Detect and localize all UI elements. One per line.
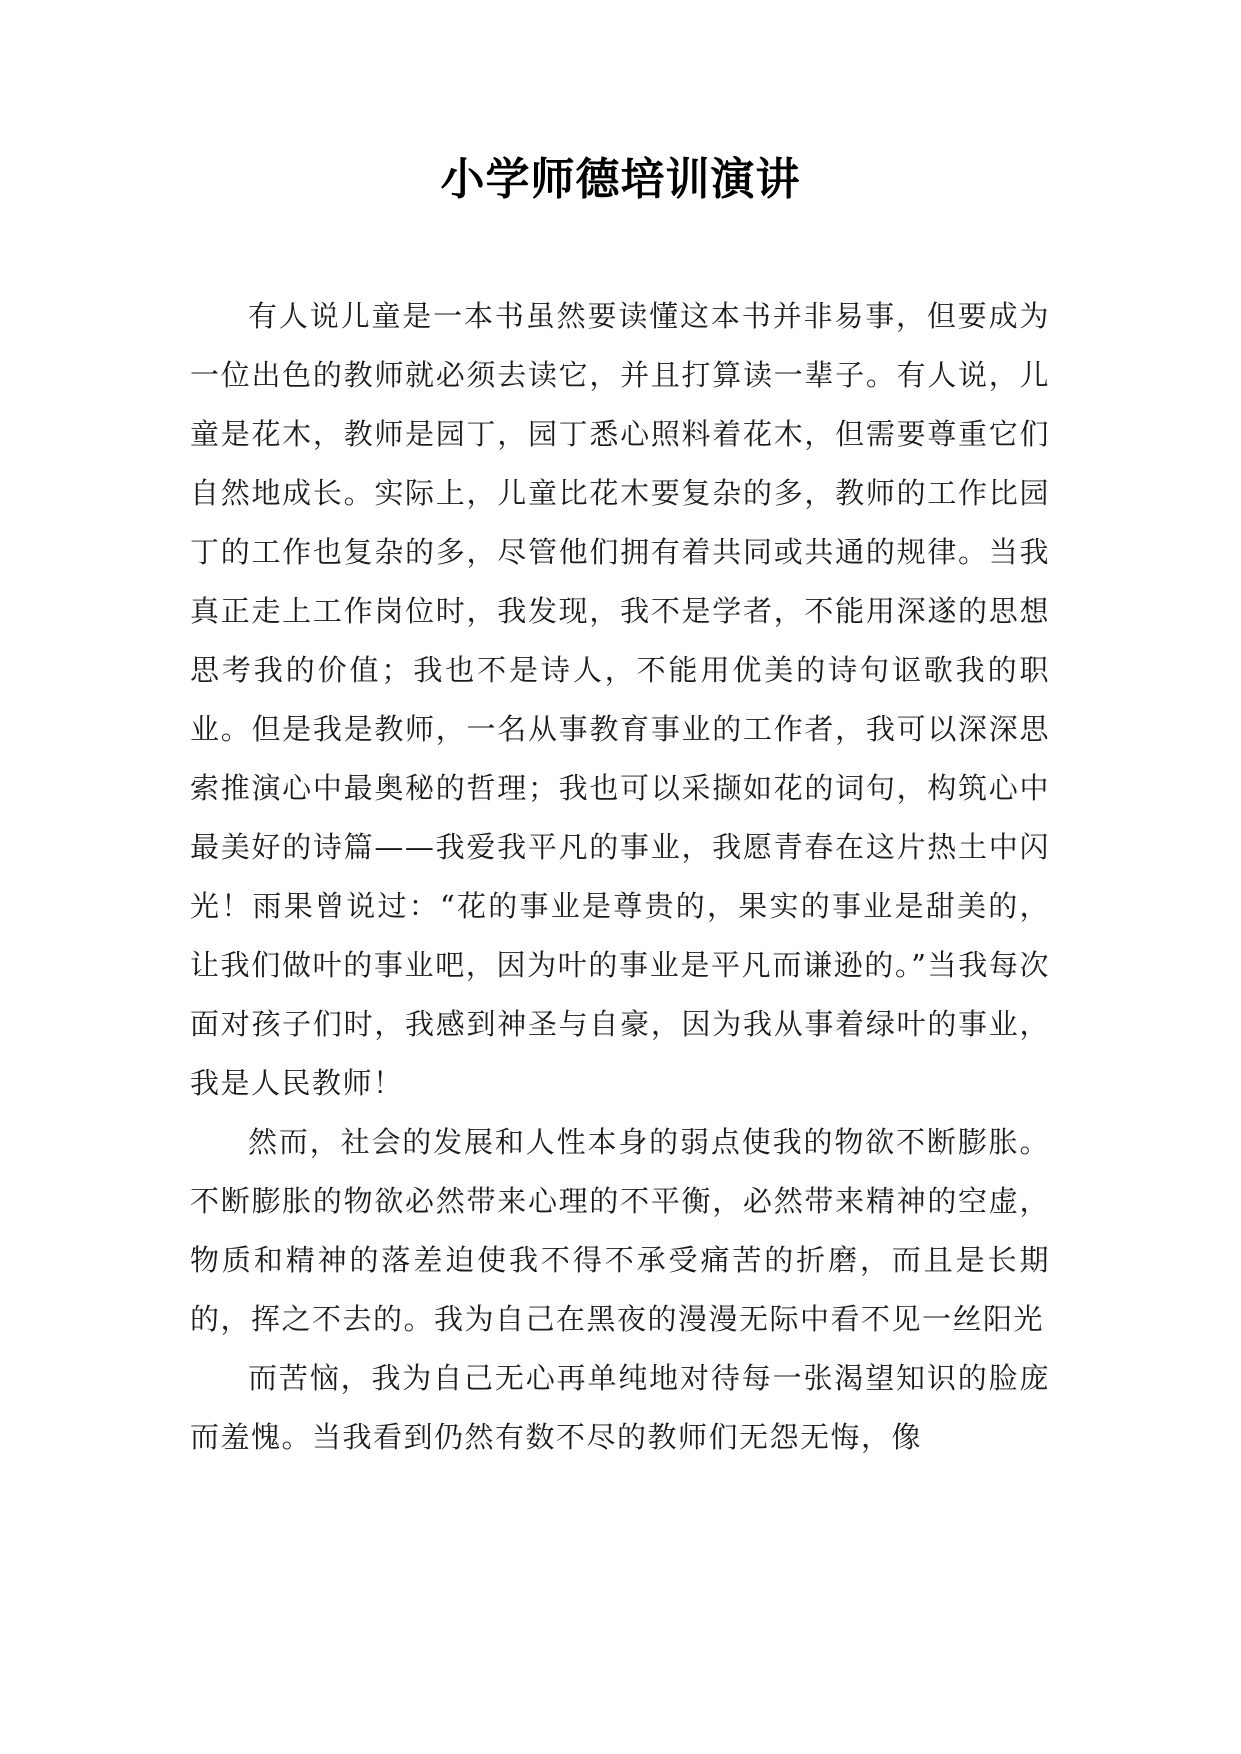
body-paragraph: 而苦恼，我为自己无心再单纯地对待每一张渴望知识的脸庞而羞愧。当我看到仍然有数不尽的教师们无怨无悔，像	[190, 1361, 1050, 1454]
body-paragraph: 有人说儿童是一本书虽然要读懂这本书并非易事，但要成为一位出色的教师就必须去读它，并且打算读一辈子。有人说，儿童是花木，教师是园丁，园丁悉心照料着花木，但需要尊重它们自然地成长。实际上，儿童比花木要复杂的多，教师的工作比园丁的工作也复杂的多，尽管他们拥有着共同或共通的规律。当我真正走上工作岗位时，我发现，我不是学者，不能用深遂的思想思考我的价值；我也不是诗人，不能用优美的诗句讴歌我的职业。但是我是教师，一名从事教育事业的工作者，我可以深深思索推演心中最奥秘的哲理；我也可以采撷如花的词句，构筑心中最美好的诗篇——我爱我平凡的事业，我愿青春在这片热土中闪光！雨果曾说过：“花的事业是尊贵的，果实的事业是甜美的，让我们做叶的事业吧，因为叶的事业是平凡而谦逊的。”当我每次面对孩子们时，我感到神圣与自豪，因为我从事着绿叶的事业，我是人民教师！	[190, 299, 1050, 1100]
document-body	[190, 287, 1050, 1467]
body-paragraph: 然而，社会的发展和人性本身的弱点使我的物欲不断膨胀。不断膨胀的物欲必然带来心理的不平衡，必然带来精神的空虚，物质和精神的落差迫使我不得不承受痛苦的折磨，而且是长期的，挥之不去的。我为自己在黑夜的漫漫无际中看不见一丝阳光	[190, 1125, 1050, 1336]
document-title: 小学师德培训演讲	[440, 154, 801, 205]
